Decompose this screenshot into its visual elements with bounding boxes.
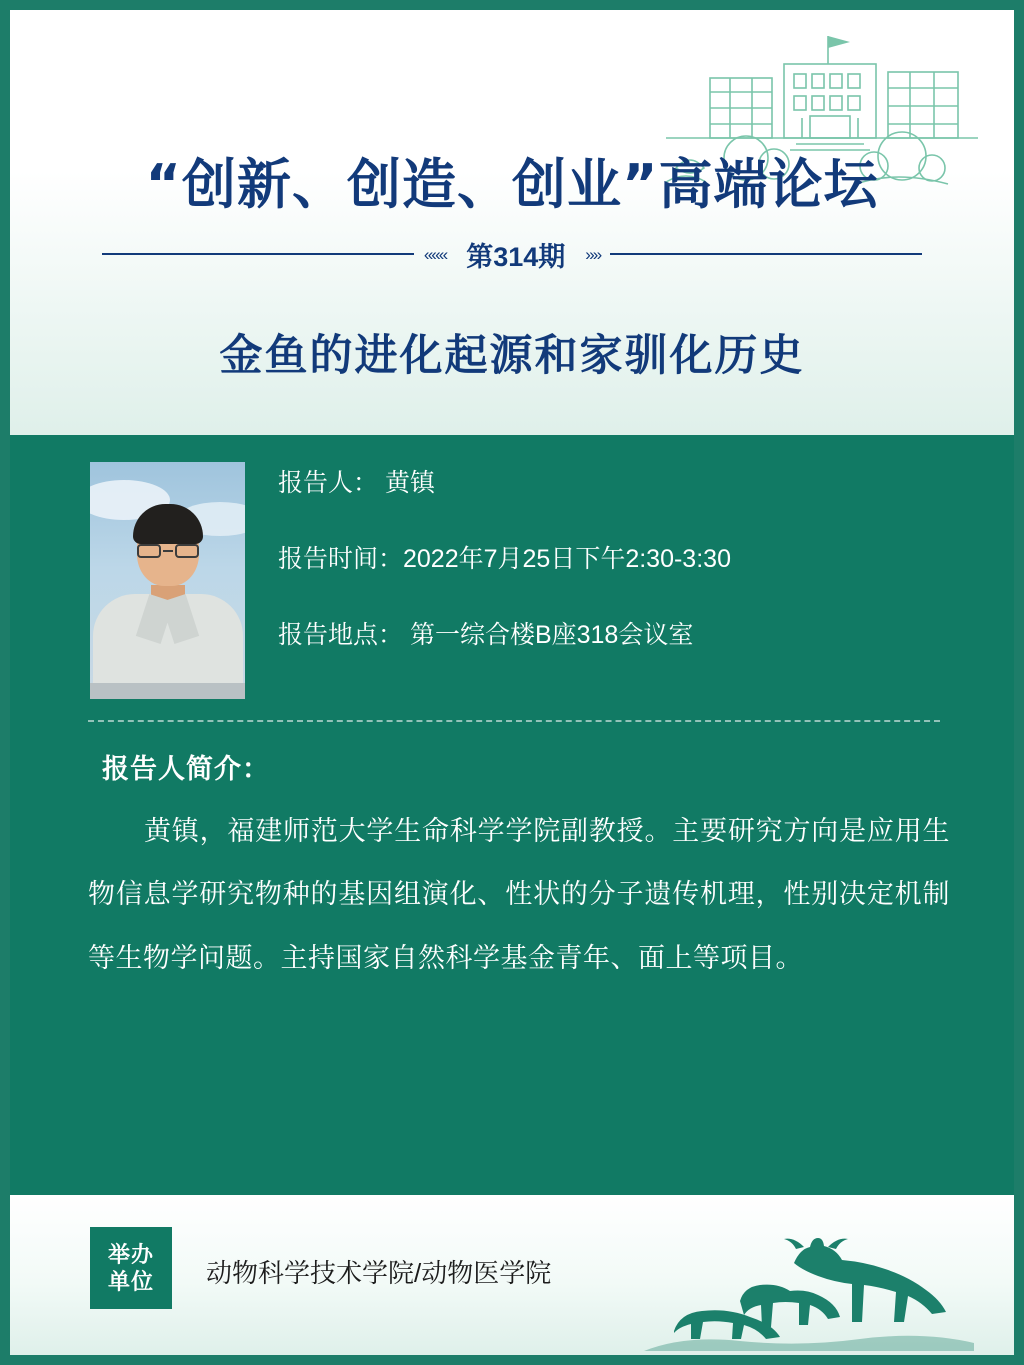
footer-section [10, 1195, 1014, 1355]
talk-details [278, 467, 938, 652]
organizer-badge-line2: 单位 [107, 1269, 154, 1294]
organizer-badge-line1: 举办 [107, 1241, 154, 1267]
talk-title: 金鱼的进化起源和家驯化历史 [219, 332, 805, 380]
frame-top-border [0, 0, 1024, 10]
portrait-desk [90, 683, 245, 699]
section-divider [88, 720, 940, 722]
bio-text: 黄镇，福建师范大学生命科学学院副教授。主要研究方向是应用生物信息学研究物种的基因组演化、性状的分子遗传机理，性别决定机制等生物学问题。主持国家自然科学基金青年、面上等项目。 [88, 816, 950, 973]
issue-rule-left [102, 253, 414, 255]
livestock-silhouette-icon [644, 1227, 974, 1355]
speaker-portrait [90, 462, 245, 699]
speaker-line: 报告人： 黄镇 [278, 469, 435, 497]
venue-line: 报告地点： 第一综合楼B座318会议室 [278, 620, 694, 649]
issue-number: 第314期 [466, 241, 566, 272]
frame-left-border [0, 0, 10, 1365]
time-line: 报告时间：2022年7月25日下午2:30-3:30 [278, 544, 731, 573]
frame-right-border [1014, 0, 1024, 1365]
chevron-left-icon: ««« [423, 244, 447, 264]
header-section [10, 10, 1014, 435]
bio-heading: 报告人简介： [102, 754, 270, 784]
organizer-name: 动物科学技术学院/动物医学院 [206, 1258, 552, 1288]
forum-title: “创新、创造、创业”高端论坛 [145, 153, 879, 216]
issue-rule-right [610, 253, 922, 255]
body-section [10, 435, 1014, 1195]
frame-bottom-border [0, 1355, 1024, 1365]
organizer-badge [90, 1227, 172, 1309]
chevron-right-icon: »» [585, 244, 601, 264]
issue-row [102, 232, 922, 276]
portrait-glasses [137, 544, 199, 558]
